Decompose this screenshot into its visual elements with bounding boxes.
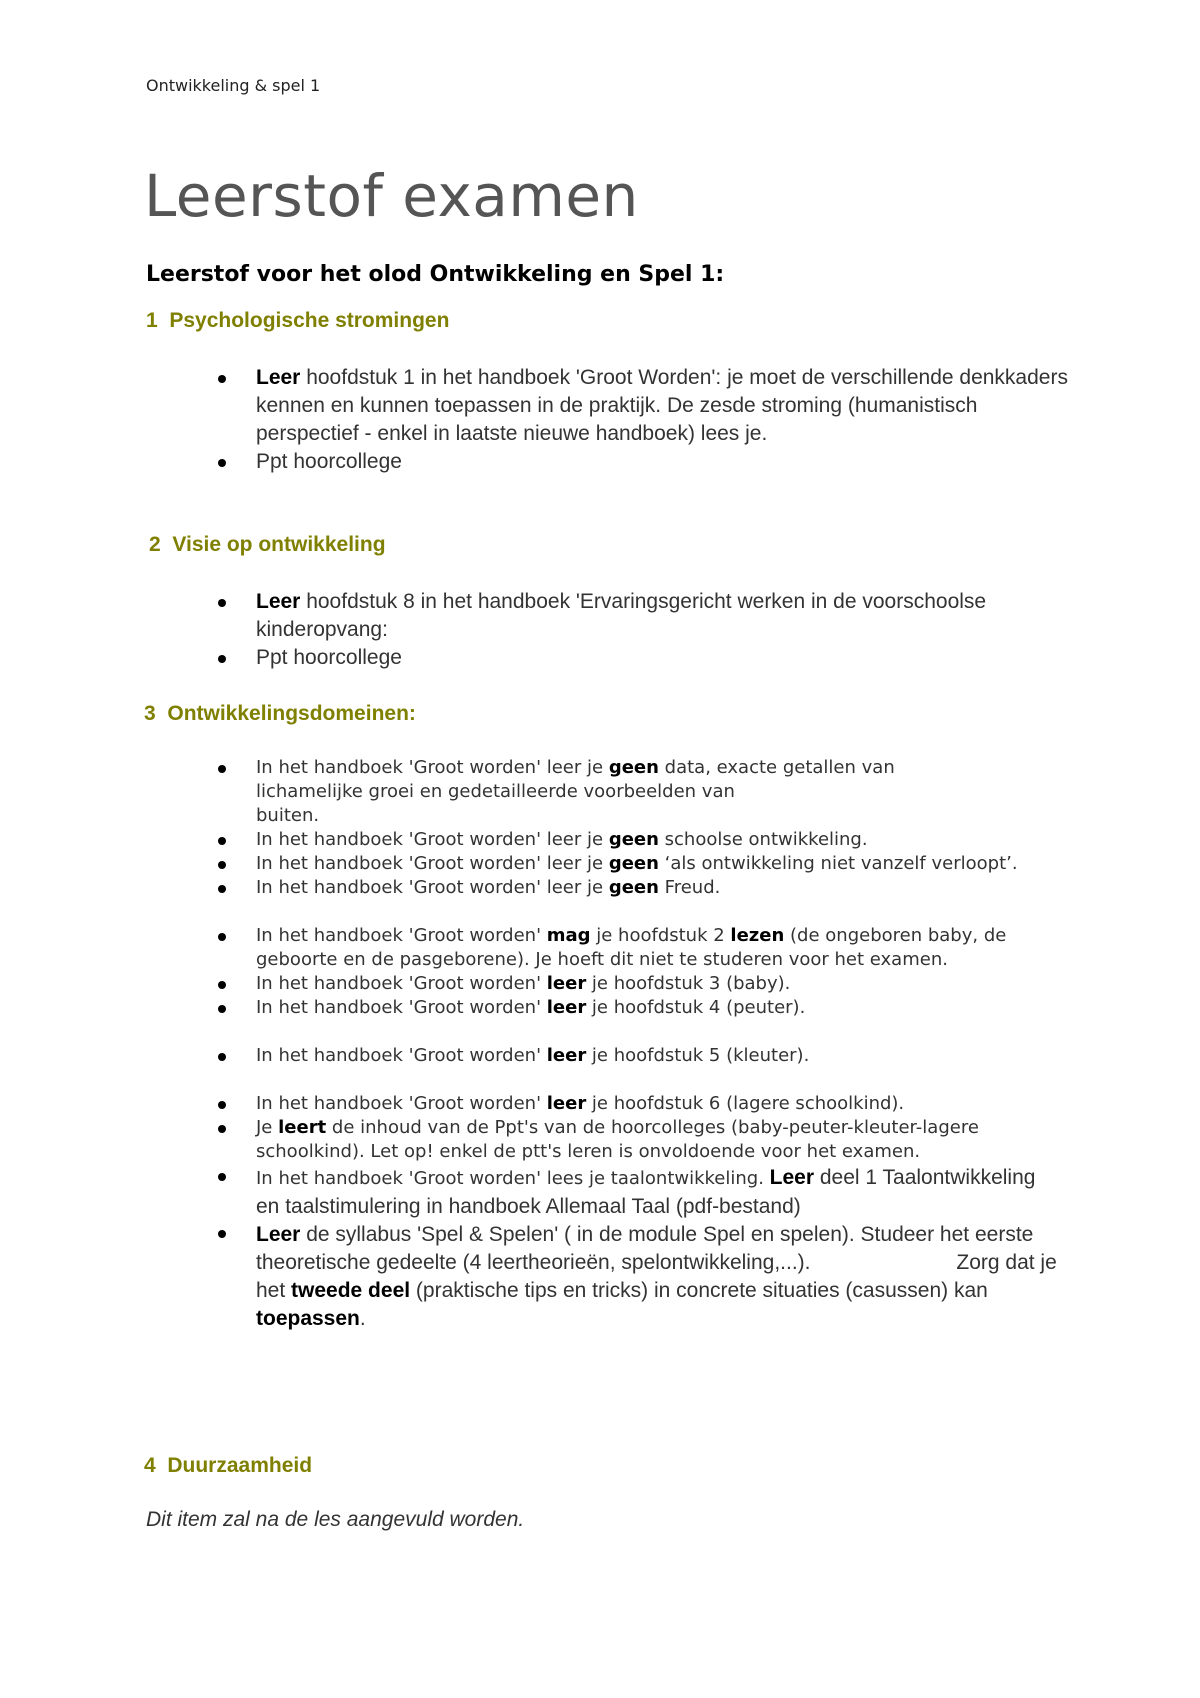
- section-3-heading: [144, 702, 416, 726]
- list-item: In het handboek 'Groot worden' leer je hoofdstuk 3 (baby).: [218, 972, 1038, 996]
- section-1-heading: [146, 309, 449, 333]
- section-number: 2: [149, 533, 161, 556]
- list-item: Leer de syllabus 'Spel & Spelen' ( in de module Spel en spelen). Studeer het eerste theoretische gedeelte (4 leertheorieën, spelontwikkeling,...). Zorg dat je het tweede deel (praktische tips en tricks) in concrete situaties (casussen) kan toepassen.: [218, 1221, 1066, 1333]
- list-item: In het handboek 'Groot worden' lees je taalontwikkeling. Leer deel 1 Taalontwikkeling en taalstimulering in handboek Allemaal Taal (pdf-bestand): [218, 1164, 1038, 1221]
- page-header: Ontwikkeling & spel 1: [146, 76, 321, 95]
- list-item: Ppt hoorcollege: [218, 644, 1068, 672]
- section-title: Ontwikkelingsdomeinen:: [167, 702, 416, 725]
- list-item: In het handboek 'Groot worden' leer je geen schoolse ontwikkeling.: [218, 828, 1038, 852]
- list-item: Leer hoofdstuk 8 in het handboek 'Ervaringsgericht werken in de voorschoolse kinderopvang:: [218, 588, 1068, 644]
- list-item: Leer hoofdstuk 1 in het handboek 'Groot Worden': je moet de verschillende denkkaders kennen en kunnen toepassen in de praktijk. De zesde stroming (humanistisch perspectief - enkel in laatste nieuwe handboek) lees je.: [218, 364, 1068, 448]
- document-subtitle: Leerstof voor het olod Ontwikkeling en Spel 1:: [146, 262, 725, 287]
- section-title: Duurzaamheid: [167, 1454, 313, 1477]
- section-title: Psychologische stromingen: [169, 309, 450, 332]
- list-item: In het handboek 'Groot worden' leer je hoofdstuk 4 (peuter).: [218, 996, 1038, 1020]
- list-item: Ppt hoorcollege: [218, 448, 1068, 476]
- list-item: In het handboek 'Groot worden' leer je geen Freud.: [218, 876, 1038, 900]
- section-number: 1: [146, 309, 158, 332]
- section-2-heading: [149, 533, 386, 557]
- section-4-note: Dit item zal na de les aangevuld worden.: [146, 1508, 525, 1531]
- section-title: Visie op ontwikkeling: [172, 533, 386, 556]
- list-item: In het handboek 'Groot worden' leer je hoofdstuk 5 (kleuter).: [218, 1044, 1038, 1068]
- document-title: Leerstof examen: [144, 162, 639, 230]
- list-item: Je leert de inhoud van de Ppt's van de hoorcolleges (baby-peuter-kleuter-lagere schoolkind). Let op! enkel de ptt's leren is onvoldoende voor het examen.: [218, 1116, 1038, 1164]
- section-1-list: [218, 364, 1068, 476]
- section-4-heading: [144, 1454, 312, 1478]
- list-item: In het handboek 'Groot worden' leer je geen data, exacte getallen van lichamelijke groei en gedetailleerde voorbeelden van buiten.: [218, 756, 976, 828]
- section-3-list: [218, 756, 1057, 1333]
- section-number: 4: [144, 1454, 156, 1477]
- list-item: In het handboek 'Groot worden' leer je geen ‘als ontwikkeling niet vanzelf verloopt’.: [218, 852, 1036, 876]
- section-2-list: [218, 588, 1068, 672]
- section-number: 3: [144, 702, 156, 725]
- list-item: In het handboek 'Groot worden' mag je hoofdstuk 2 lezen (de ongeboren baby, de geboorte en de pasgeborene). Je hoeft dit niet te studeren voor het examen.: [218, 924, 1038, 972]
- list-item: In het handboek 'Groot worden' leer je hoofdstuk 6 (lagere schoolkind).: [218, 1092, 1038, 1116]
